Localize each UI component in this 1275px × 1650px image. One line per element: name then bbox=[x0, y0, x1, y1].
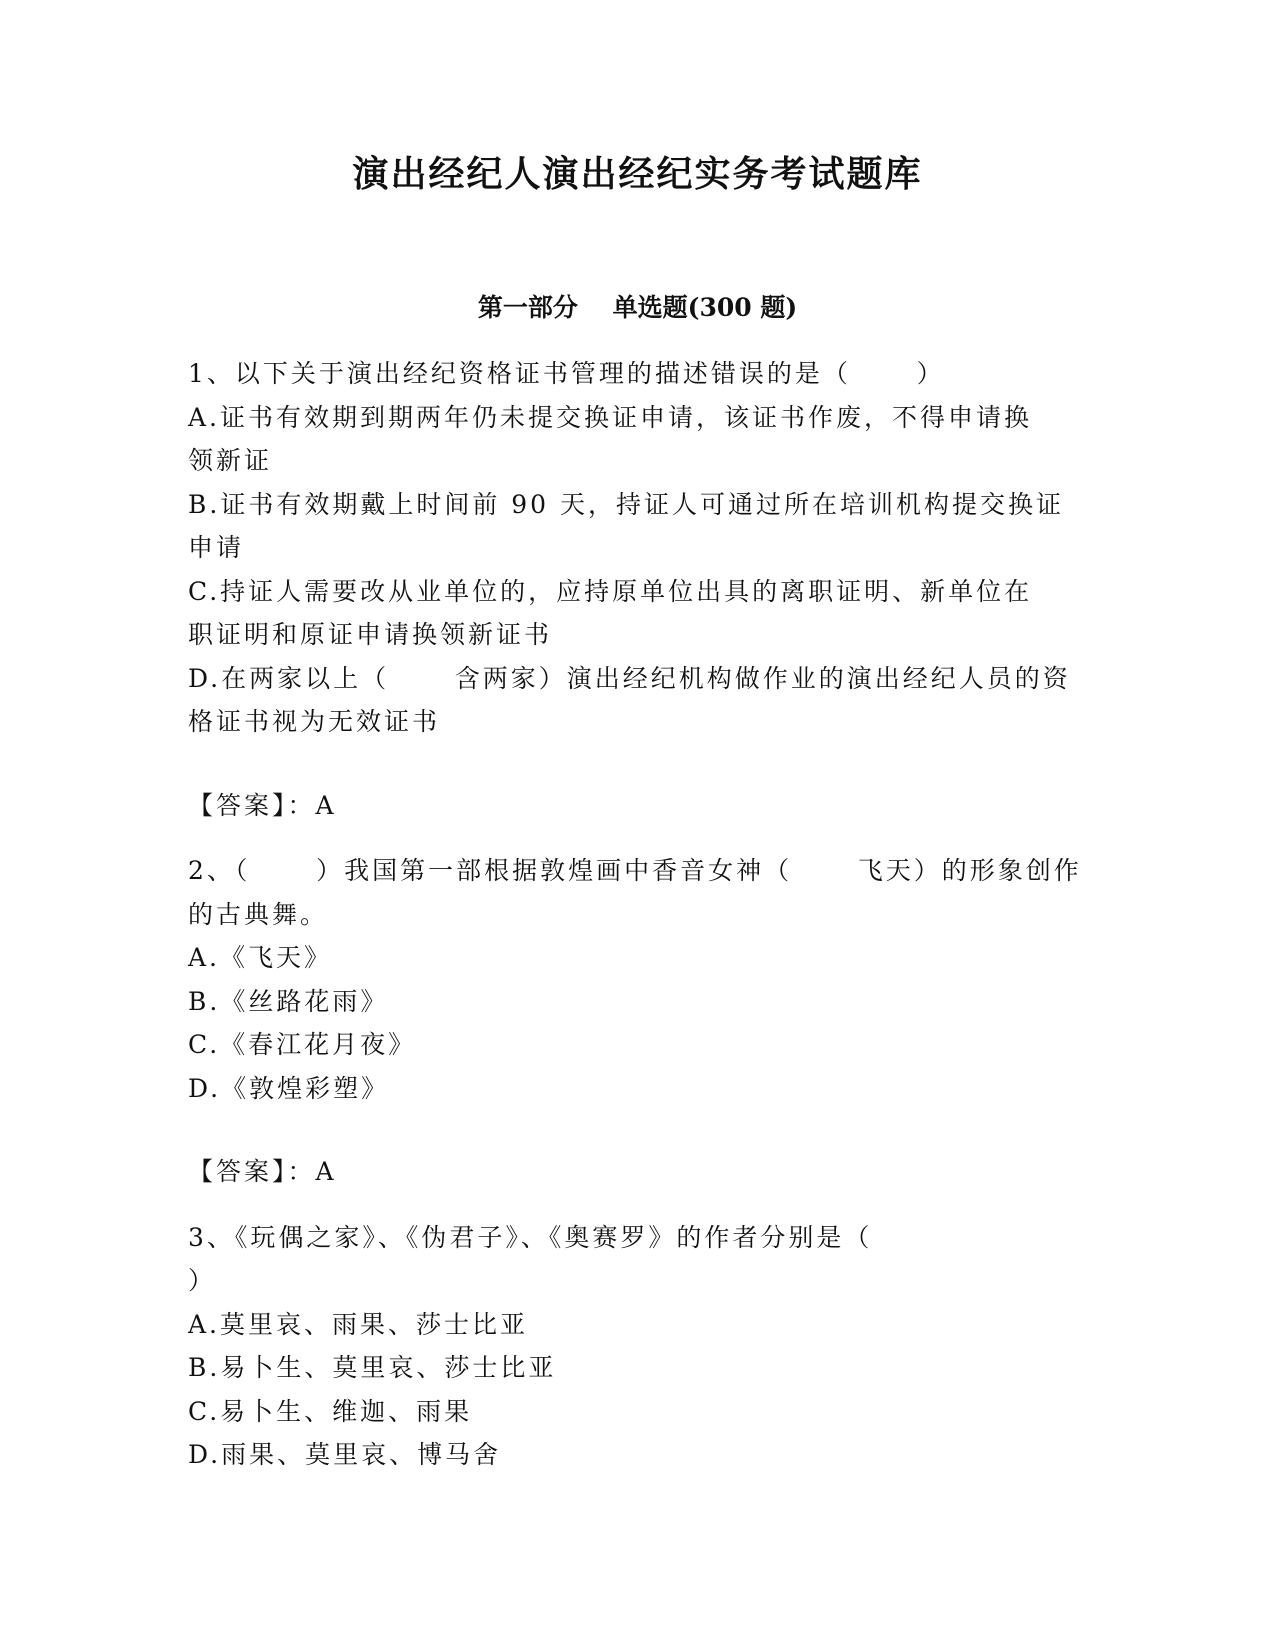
option-b-cont: 申请 bbox=[188, 533, 245, 562]
option-a: A.《飞天》 bbox=[188, 943, 333, 972]
question-stem: 1、以下关于演出经纪资格证书管理的描述错误的是（ ） bbox=[188, 359, 945, 388]
question-stem-cont: 的古典舞。 bbox=[188, 899, 329, 929]
answer-label: 【答案】：A bbox=[188, 1157, 337, 1186]
option-b: B.易卜生、莫里哀、莎士比亚 bbox=[188, 1353, 557, 1382]
option-d: D.雨果、莫里哀、博马舍 bbox=[188, 1440, 502, 1469]
question-list bbox=[188, 352, 1088, 1477]
option-a-cont: 领新证 bbox=[188, 446, 273, 475]
section-heading: 第一部分 单选题(300 题) bbox=[477, 293, 798, 322]
option-b: B.《丝路花雨》 bbox=[188, 986, 389, 1016]
option-d-cont: 格证书视为无效证书 bbox=[188, 707, 441, 736]
answer-label: 【答案】：A bbox=[188, 790, 337, 820]
option-a: A.莫里哀、雨果、莎士比亚 bbox=[188, 1309, 529, 1339]
question-stem: 3、《玩偶之家》、《伪君子》、《奥赛罗》的作者分别是（ bbox=[188, 1222, 873, 1252]
question-2 bbox=[188, 849, 1088, 1216]
question-3 bbox=[188, 1216, 1088, 1477]
option-c: C.易卜生、维迦、雨果 bbox=[188, 1396, 473, 1426]
question-stem: 2、（ ）我国第一部根据敦煌画中香音女神（ 飞天）的形象创作 bbox=[188, 856, 1082, 885]
option-d: D.《敦煌彩塑》 bbox=[188, 1073, 390, 1103]
document-title: 演出经纪人演出经纪实务考试题库 bbox=[352, 153, 923, 195]
option-c-cont: 职证明和原证申请换领新证书 bbox=[188, 620, 553, 649]
question-stem-cont: ） bbox=[188, 1266, 217, 1295]
question-1 bbox=[188, 352, 1088, 849]
option-c: C.持证人需要改从业单位的，应持原单位出具的离职证明、新单位在 bbox=[188, 576, 1033, 606]
option-c: C.《春江花月夜》 bbox=[188, 1030, 417, 1059]
option-d: D.在两家以上（ 含两家）演出经纪机构做作业的演出经纪人员的资 bbox=[188, 663, 1071, 693]
option-a: A.证书有效期到期两年仍未提交换证申请，该证书作废，不得申请换 bbox=[188, 402, 1033, 432]
option-b: B.证书有效期戴上时间前 90 天，持证人可通过所在培训机构提交换证 bbox=[188, 489, 1065, 519]
